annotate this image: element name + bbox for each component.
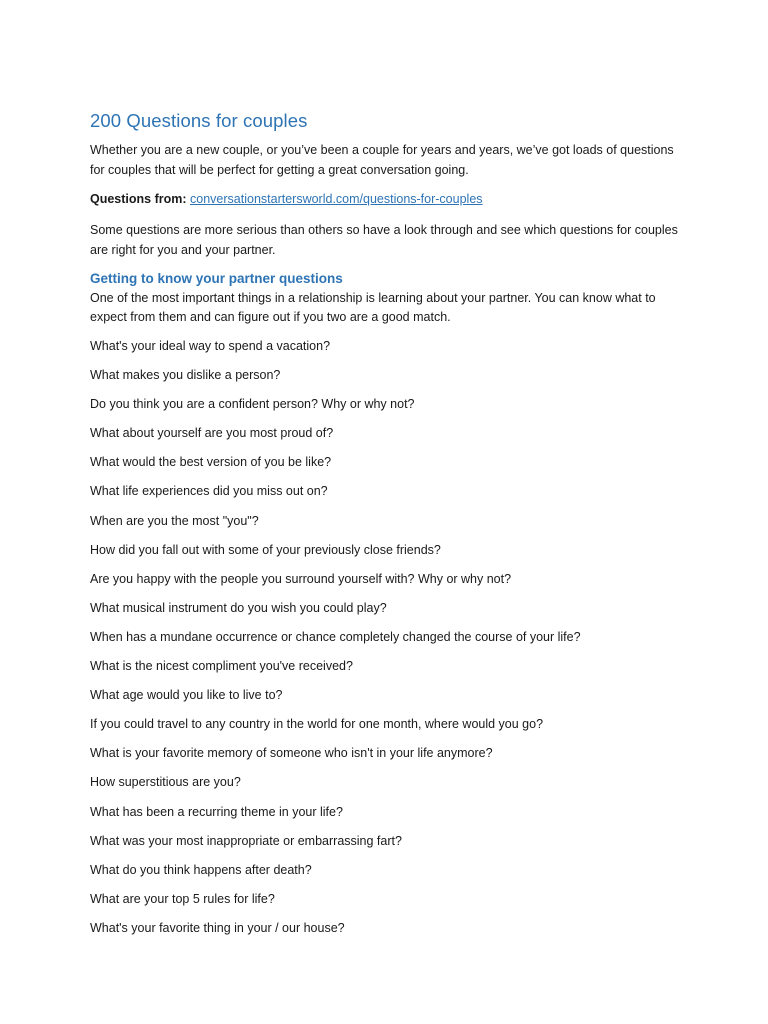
question-list: [90, 336, 690, 947]
question-item: What has been a recurring theme in your life?: [90, 804, 343, 819]
question-item: What is the nicest compliment you've received?: [90, 659, 353, 674]
source-label: Questions from:: [90, 192, 187, 206]
question-item: What life experiences did you miss out on?: [90, 484, 328, 499]
note-paragraph: Some questions are more serious than others so have a look through and see which questions for couples are right for you and your partner.: [90, 223, 678, 257]
question-item: What is your favorite memory of someone who isn't in your life anymore?: [90, 746, 493, 761]
section-intro: One of the most important things in a relationship is learning about your partner. You can know what to expect from them and can figure out if you two are a good match.: [90, 291, 656, 324]
question-item: What age would you like to live to?: [90, 688, 283, 703]
question-item: What's your favorite thing in your / our house?: [90, 920, 345, 935]
document-page: [90, 108, 690, 947]
question-item: What was your most inappropriate or embarrassing fart?: [90, 833, 402, 848]
source-link[interactable]: conversationstartersworld.com/questions-for-couples: [190, 192, 483, 206]
question-item: What would the best version of you be like?: [90, 455, 332, 470]
question-item: Are you happy with the people you surround yourself with? Why or why not?: [90, 571, 512, 586]
question-item: Do you think you are a confident person? Why or why not?: [90, 397, 415, 412]
document-title: 200 Questions for couples: [90, 110, 308, 131]
source-line: [90, 189, 690, 209]
question-item: What about yourself are you most proud of?: [90, 426, 334, 441]
question-item: How superstitious are you?: [90, 775, 241, 790]
question-item: When has a mundane occurrence or chance completely changed the course of your life?: [90, 629, 581, 644]
question-item: If you could travel to any country in the world for one month, where would you go?: [90, 717, 544, 732]
question-item: What are your top 5 rules for life?: [90, 891, 275, 906]
question-item: What makes you dislike a person?: [90, 368, 281, 383]
intro-paragraph: Whether you are a new couple, or you’ve been a couple for years and years, we’ve got loads of questions for couples that will be perfect for getting a great conversation going.: [90, 143, 674, 177]
question-item: What musical instrument do you wish you could play?: [90, 600, 387, 615]
section-heading: Getting to know your partner questions: [90, 271, 343, 286]
question-item: When are you the most "you"?: [90, 513, 259, 528]
question-item: How did you fall out with some of your previously close friends?: [90, 542, 441, 557]
question-item: What do you think happens after death?: [90, 862, 312, 877]
question-item: What's your ideal way to spend a vacation?: [90, 339, 331, 353]
